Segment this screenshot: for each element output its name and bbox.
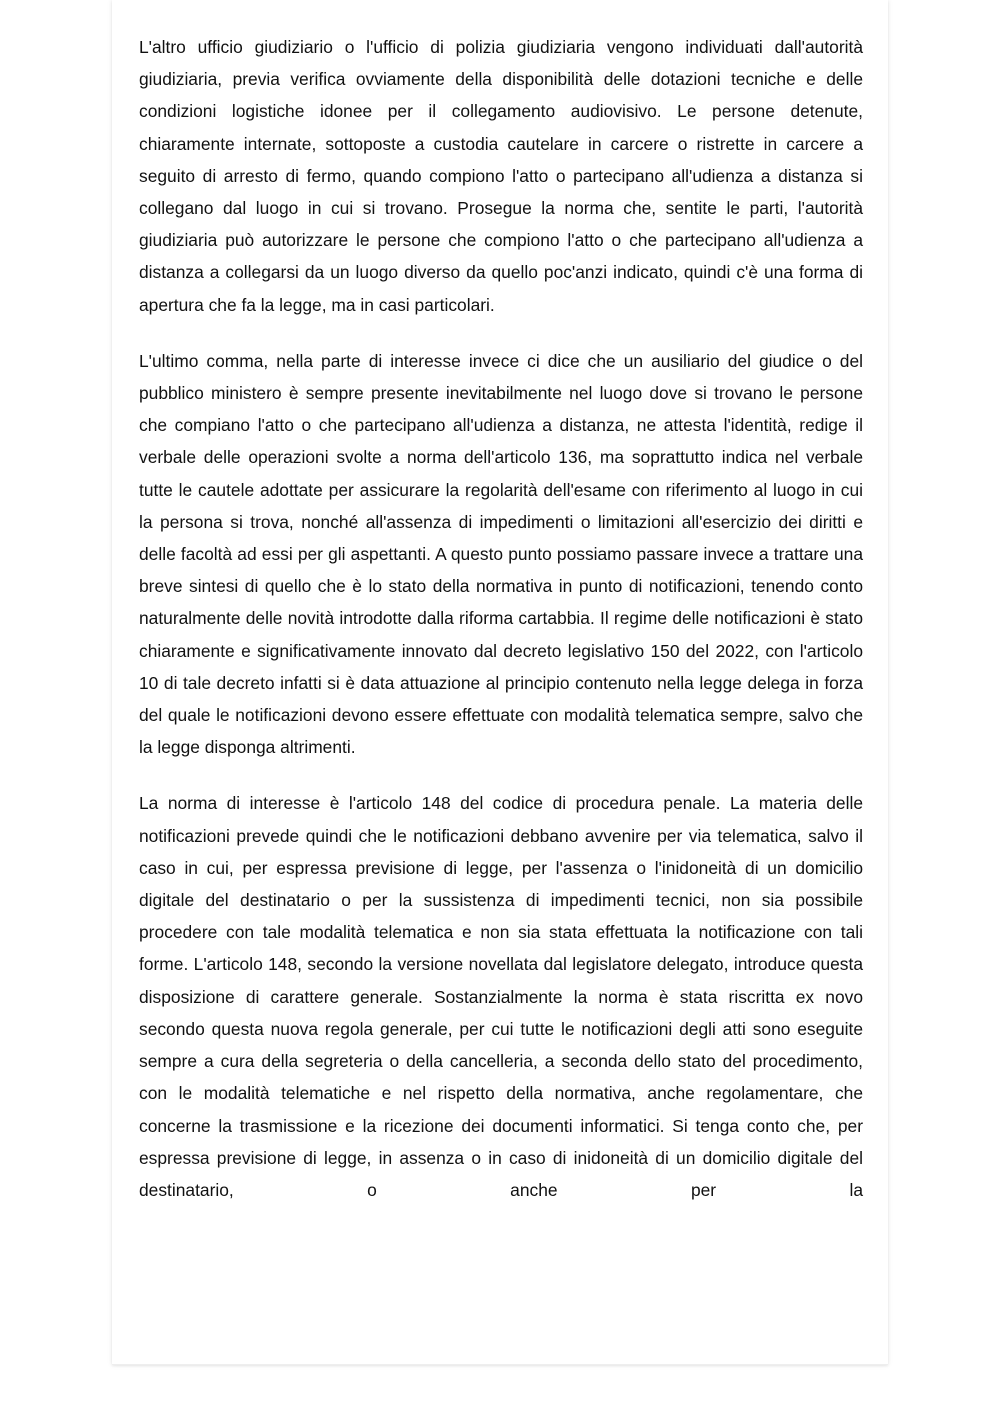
paragraph-article-148: La norma di interesse è l'articolo 148 del codice di procedura penale. La materia delle notificazioni prevede quindi che le notificazioni debbano avvenire per via telematica, salvo il caso in cui, per espressa previsione di legge, per l'assenza o l'inidoneità di un domicilio digitale del destinatario o per la sussistenza di impedimenti tecnici, non sia possibile procedere con tale modalità telematica e non sia stata effettuata la notificazione con tali forme. L'articolo 148, secondo la versione novellata dal legislatore delegato, introduce questa disposizione di carattere generale. Sostanzialmente la norma è stata riscritta ex novo secondo questa nuova regola generale, per cui tutte le notificazioni degli atti sono eseguite sempre a cura della segreteria o della cancelleria, a seconda dello stato del procedimento, con le modalità telematiche e nel rispetto della normativa, anche regolamentare, che concerne la trasmissione e la ricezione dei documenti informatici. Si tenga conto che, per espressa previsione di legge, in assenza o in caso di inidoneità di un domicilio digitale del destinatario, o anche per la (139, 793, 863, 1200)
document-body (139, 31, 863, 1206)
document-page (112, 0, 888, 1365)
paragraph-auxiliary-judge: L'ultimo comma, nella parte di interesse invece ci dice che un ausiliario del giudice o del pubblico ministero è sempre presente inevitabilmente nel luogo dove si trovano le persone che compiano l'atto o che partecipano all'udienza a distanza, ne attesta l'identità, redige il verbale delle operazioni svolte a norma dell'articolo 136, ma soprattutto indica nel verbale tutte le cautele adottate per assicurare la regolarità dell'esame con riferimento al luogo in cui la persona si trova, nonché all'assenza di impedimenti o limitazioni all'esercizio dei diritti e delle facoltà ad essi per gli aspettanti. A questo punto possiamo passare invece a trattare una breve sintesi di quello che è lo stato della normativa in punto di notificazioni, tenendo conto naturalmente delle novità introdotte dalla riforma cartabbia. Il regime delle notificazioni è stato chiaramente e significativamente innovato dal decreto legislativo 150 del 2022, con l'articolo 10 di tale decreto infatti si è data attuazione al principio contenuto nella legge delega in forza del quale le notificazioni devono essere effettuate con modalità telematica sempre, salvo che la legge disponga altrimenti. (139, 350, 863, 758)
paragraph-remote-connection: L'altro ufficio giudiziario o l'ufficio di polizia giudiziaria vengono individuati dall'autorità giudiziaria, previa verifica ovviamente della disponibilità delle dotazioni tecniche e delle condizioni logistiche idonee per il collegamento audiovisivo. Le persone detenute, chiaramente internate, sottoposte a custodia cautelare in carcere o ristrette in carcere a seguito di arresto di fermo, quando compiono l'atto o partecipano all'udienza a distanza si collegano dal luogo in cui si trovano. Prosegue la norma che, sentite le parti, l'autorità giudiziaria può autorizzare le persone che compiono l'atto o che partecipano all'udienza a distanza a collegarsi da un luogo diverso da quello poc'anzi indicato, quindi c'è una forma di apertura che fa la legge, ma in casi particolari. (139, 37, 863, 315)
